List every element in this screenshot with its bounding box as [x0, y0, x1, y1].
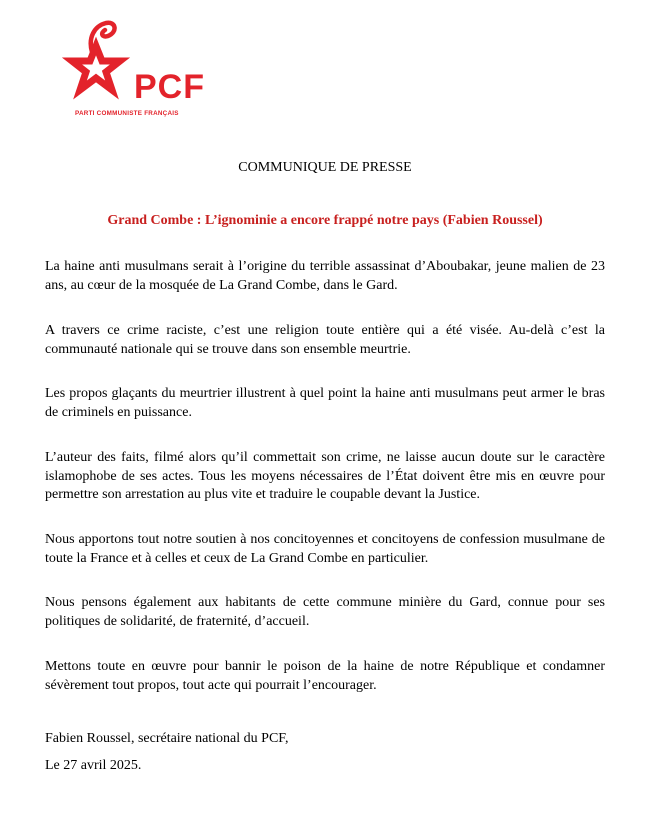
- document-title: Grand Combe : L’ignominie a encore frappé notre pays (Fabien Roussel): [107, 213, 543, 228]
- paragraph-3: Les propos glaçants du meurtrier illustrent à quel point la haine anti musulmans peut armer le bras de criminels en puissance.: [45, 386, 605, 420]
- star-outline: [72, 46, 120, 90]
- press-release-heading: COMMUNIQUE DE PRESSE: [238, 160, 412, 175]
- logo-acronym: PCF: [134, 68, 205, 106]
- logo-full-name: PARTI COMMUNISTE FRANÇAIS: [75, 110, 179, 117]
- paragraph-4: L’auteur des faits, filmé alors qu’il commettait son crime, ne laisse aucun doute sur le caractère islamophobe de ses actes. Tous les moyens nécessaires de l’État doivent être mis en œuvre pour permettre son arrestation au plus vite et traduire le coupable devant la Justice.: [45, 450, 605, 502]
- paragraph-2: A travers ce crime raciste, c’est une religion toute entière qui a été visée. Au-delà c’est la communauté nationale qui se trouve dans son ensemble meurtrie.: [45, 323, 605, 357]
- paragraph-5: Nous apportons tout notre soutien à nos concitoyennes et concitoyens de confession musulmane de toute la France et à celles et ceux de La Grand Combe en particulier.: [45, 532, 605, 566]
- pcf-logo: [58, 20, 208, 122]
- paragraph-1: La haine anti musulmans serait à l’origine du terrible assassinat d’Aboubakar, jeune malien de 23 ans, au cœur de la mosquée de La Grand Combe, dans le Gard.: [45, 259, 605, 293]
- star-logo-icon: [58, 20, 138, 102]
- paragraph-6: Nous pensons également aux habitants de cette commune minière du Gard, connue pour ses politiques de solidarité, de fraternité, d’accueil.: [45, 595, 605, 629]
- date: Le 27 avril 2025.: [45, 758, 142, 773]
- paragraph-7: Mettons toute en œuvre pour bannir le poison de la haine de notre République et condamner sévèrement tout propos, tout acte qui pourrait l’encourager.: [45, 659, 605, 693]
- signature: Fabien Roussel, secrétaire national du PCF,: [45, 731, 289, 746]
